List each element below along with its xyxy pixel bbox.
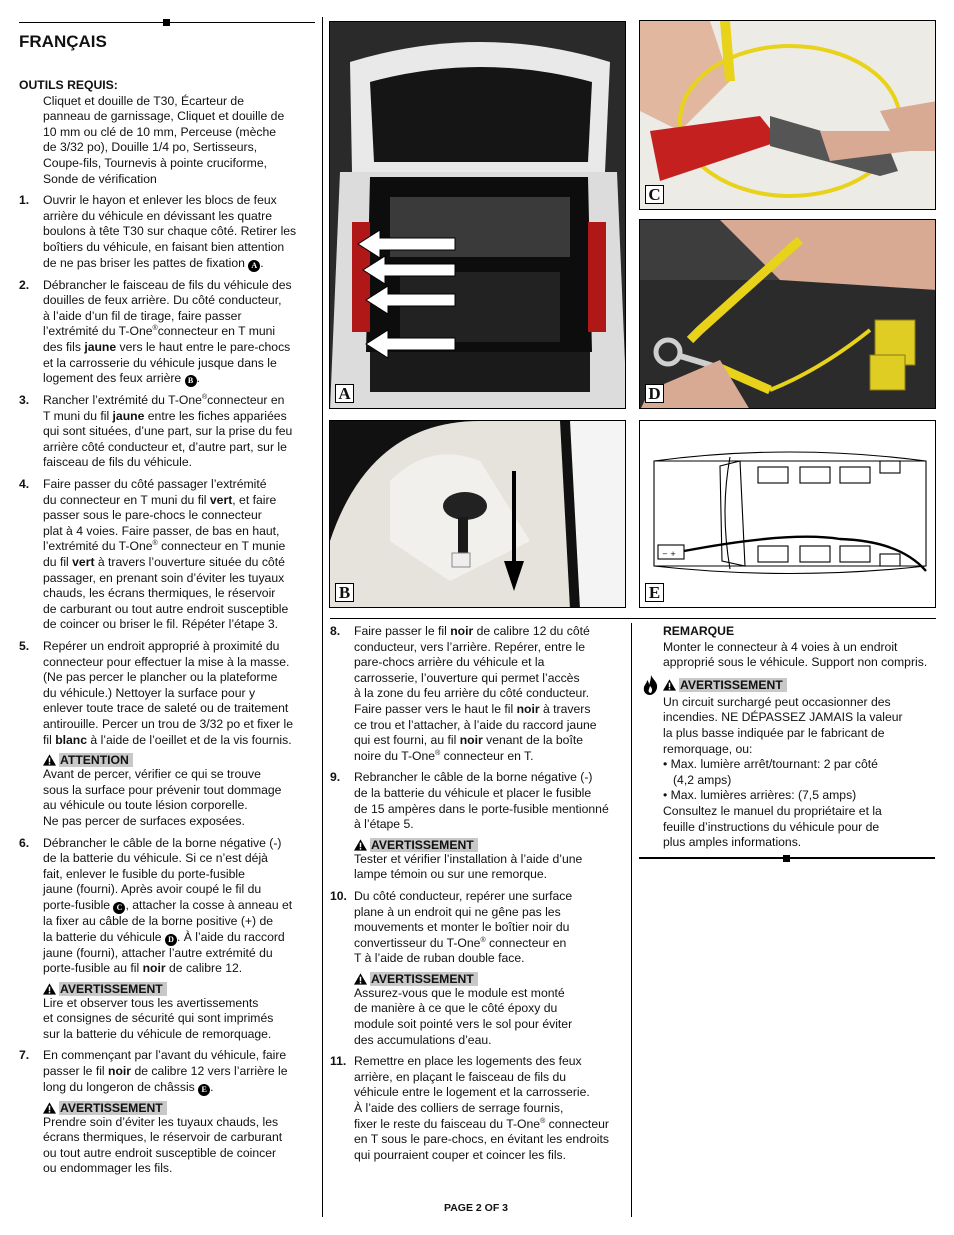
warning-9-text: Tester et vérifier l’installation à l’aide d’une lampe témoin ou sur une remorque.	[354, 851, 583, 882]
photo-bottom-rule	[330, 618, 936, 619]
step-10: 10. Du côté conducteur, repérer une surface plane à un endroit qui ne gêne pas les mouvements et monter le boîtier noir du convertisseur du T-One® connecteur en T à l’aide de ruban double face.	[330, 888, 573, 966]
end-rule-marker	[783, 855, 790, 862]
attention-text: Avant de percer, vérifier ce qui se trouve sous la surface pour prévenir tout dommage au véhicule ou toute lésion corporelle. Ne pas percer de surfaces exposées.	[43, 767, 282, 828]
step-7: 7. En commençant par l’avant du véhicule, faire passer le fil noir de calibre 12 vers l’arrière le long du longeron de châssis E .	[19, 1048, 288, 1094]
step-5: 5. Repérer un endroit approprié à proximité du connecteur pour effectuer la mise à la masse. (Ne pas percer le plancher ou la plateforme du véhicule.) Nettoyer la surface pour y enlever toute trace de saleté ou de traitement antirouille. Percer un trou de 3/32 po et fixer le fil blanc à l’aide de l’oeillet et de la vis fournis.	[19, 639, 293, 747]
badge-e: E	[198, 1084, 210, 1096]
photo-b-illustration	[330, 421, 626, 608]
warning-icon	[663, 679, 676, 691]
badge-b: B	[185, 375, 197, 387]
diagram-e-wire-route	[639, 420, 936, 608]
step-11: 11. Remettre en place les logements des feux arrière, en plaçant le faisceau de fils du véhicule entre le logement et la carrosserie. À l’aide des colliers de serrage fournis, fixer le reste du faisceau du T-One® connecteur en T sous le pare-chocs, en évitant les endroits qui pourraient couper et coincer les fils.	[330, 1054, 609, 1162]
badge-d: D	[165, 934, 177, 946]
badge-c: C	[113, 902, 125, 914]
step-3: 3. Rancher l’extrémité du T-One®connecteur en T muni du fil jaune entre les fiches appariées qui sont situées, d’une part, sur la prise du feu arrière côté conducteur et, d’autre part, sur le faisceau de fils du véhicule.	[19, 393, 293, 470]
tools-list: Cliquet et douille de T30, Écarteur de panneau de garnissage, Cliquet et douille de 10 mm ou clé de 10 mm, Perceuse (mèche de 3/32 po), Douille 1/4 po, Sertisseurs, Coupe-fils, Tournevis à pointe cruciforme, Sonde de vérification	[43, 93, 285, 186]
note-heading: REMARQUE	[663, 624, 735, 638]
note-text: Monter le connecteur à 4 voies à un endroit approprié sous le véhicule. Support non compris.	[663, 639, 928, 670]
warning-icon	[43, 754, 56, 766]
diagram-e-illustration	[640, 421, 936, 608]
warning-10-heading: AVERTISSEMENT	[330, 972, 626, 986]
attention-heading: ATTENTION	[19, 753, 316, 767]
warning-icon	[43, 983, 56, 995]
warning-6-heading: AVERTISSEMENT	[19, 982, 316, 996]
warning-icon	[354, 973, 367, 985]
photo-c-cutting-wire	[639, 20, 936, 210]
warning-icon	[354, 839, 367, 851]
warning-9-heading: AVERTISSEMENT	[330, 838, 626, 852]
tools-heading: OUTILS REQUIS:	[19, 78, 118, 92]
photo-b-light-housing	[329, 420, 626, 608]
photo-c-illustration	[640, 21, 936, 210]
svg-text:− +: − +	[662, 550, 676, 558]
fire-warning-heading: AVERTISSEMENT	[639, 675, 935, 695]
photo-d-illustration	[640, 220, 936, 409]
column-divider-1	[322, 17, 323, 1217]
column-2	[330, 624, 626, 1163]
photo-b-label: B	[335, 583, 354, 602]
badge-a: A	[248, 260, 260, 272]
step-8: 8. Faire passer le fil noir de calibre 12 du côté conducteur, vers l’arrière. Repérer, entre le pare-chocs arrière du véhicule et la carrosserie, l’ouverture qui permet l’accès à la zone du feu arrière du côté conducteur. Faire passer vers le haut le fil noir à travers ce trou et l’attacher, à l’aide du raccord jaune qui est fourni, au fil noir venant de la boîte noire du T-One® connecteur en T.	[330, 624, 597, 763]
photo-c-label: C	[645, 185, 664, 204]
photo-d-label: D	[645, 384, 664, 403]
step-2: 2. Débrancher le faisceau de fils du véhicule des douilles de feux arrière. Du côté conducteur, à l’aide d’un fil de tirage, faire passer l’extrémité du T-One®connecteur en T muni des fils jaune vers le haut entre le pare-chocs et la carrosserie du véhicule jusque dans le logement des feux arrière B .	[19, 277, 292, 386]
step-9: 9. Rebrancher le câble de la borne négative (-) de la batterie du véhicule et placer le fusible de 15 ampères dans le porte-fusible mentionné à l’étape 5.	[330, 770, 609, 832]
diagram-e-label: E	[645, 583, 664, 602]
photo-a-label: A	[335, 384, 354, 403]
warning-7-heading: AVERTISSEMENT	[19, 1101, 316, 1115]
top-rule-marker	[163, 19, 170, 26]
warning-icon	[43, 1102, 56, 1114]
step-6: 6. Débrancher le câble de la borne négative (-) de la batterie du véhicule. Si ce n’est déjà fait, enlever le fusible du porte-fusible jaune (fourni). Après avoir coupé le fil du porte-fusible C , attacher la cosse à anneau et la fixer au câble de la borne positive (+) de la batterie du véhicule D . À l’aide du raccord jaune (fourni), attacher l’autre extrémité du porte-fusible au fil noir de calibre 12.	[19, 835, 293, 976]
step-1: 1. Ouvrir le hayon et enlever les blocs de feux arrière du véhicule en dévissant les quatre boulons à tête T30 sur chaque côté. Retirer les boîtiers du véhicule, en faisant bien attention de ne pas briser les pattes de fixation A .	[19, 193, 297, 270]
step-4: 4. Faire passer du côté passager l’extrémité du connecteur en T muni du fil vert, et faire passer sous le pare-chocs le connecteur plat à 4 voies. Faire passer, de bas en haut, l’extrémité du T-One® connecteur en T munie du fil vert à travers l’ouverture située du côté passager, en prenant soin d’éviter les tuyaux chauds, les écrans thermiques, le réservoir de carburant ou tout autre endroit susceptible de coincer ou briser le fil. Répéter l’étape 3.	[19, 477, 289, 632]
photo-a-rear-hatch	[329, 21, 626, 409]
column-divider-2	[631, 623, 632, 1217]
warning-6-text: Lire et observer tous les avertissements et consignes de sécurité qui sont imprimés sur la batterie du véhicule de remorquage.	[43, 995, 274, 1041]
warning-7-text: Prendre soin d’éviter les tuyaux chauds, les écrans thermiques, le réservoir de carburant ou tout autre endroit susceptible de coincer ou endommager les fils.	[43, 1114, 283, 1176]
fire-icon	[642, 675, 660, 695]
page-title: FRANÇAIS	[19, 32, 107, 51]
fire-warning-text: Un circuit surchargé peut occasionner des incendies. NE DÉPASSEZ JAMAIS la valeur la plus basse indiquée par le fabricant de remorquage, ou: • Max. lumière arrêt/tournant: 2 par côté (4,2 amps) • Max. lumières arrières: (7,5 amps) Consultez le manuel du propriétaire et la feuille d’instructions du véhicule pour de plus amples informations.	[663, 694, 903, 850]
page-number: PAGE 2 OF 3	[444, 1202, 508, 1214]
warning-10-text: Assurez-vous que le module est monté de manière à ce que le côté époxy du module soit pointé vers le sol pour éviter des accumulations d’eau.	[354, 985, 573, 1047]
arrow-icon	[330, 22, 626, 409]
column-3	[639, 624, 935, 851]
photo-d-fuse-holder	[639, 219, 936, 409]
column-1	[19, 32, 316, 1177]
